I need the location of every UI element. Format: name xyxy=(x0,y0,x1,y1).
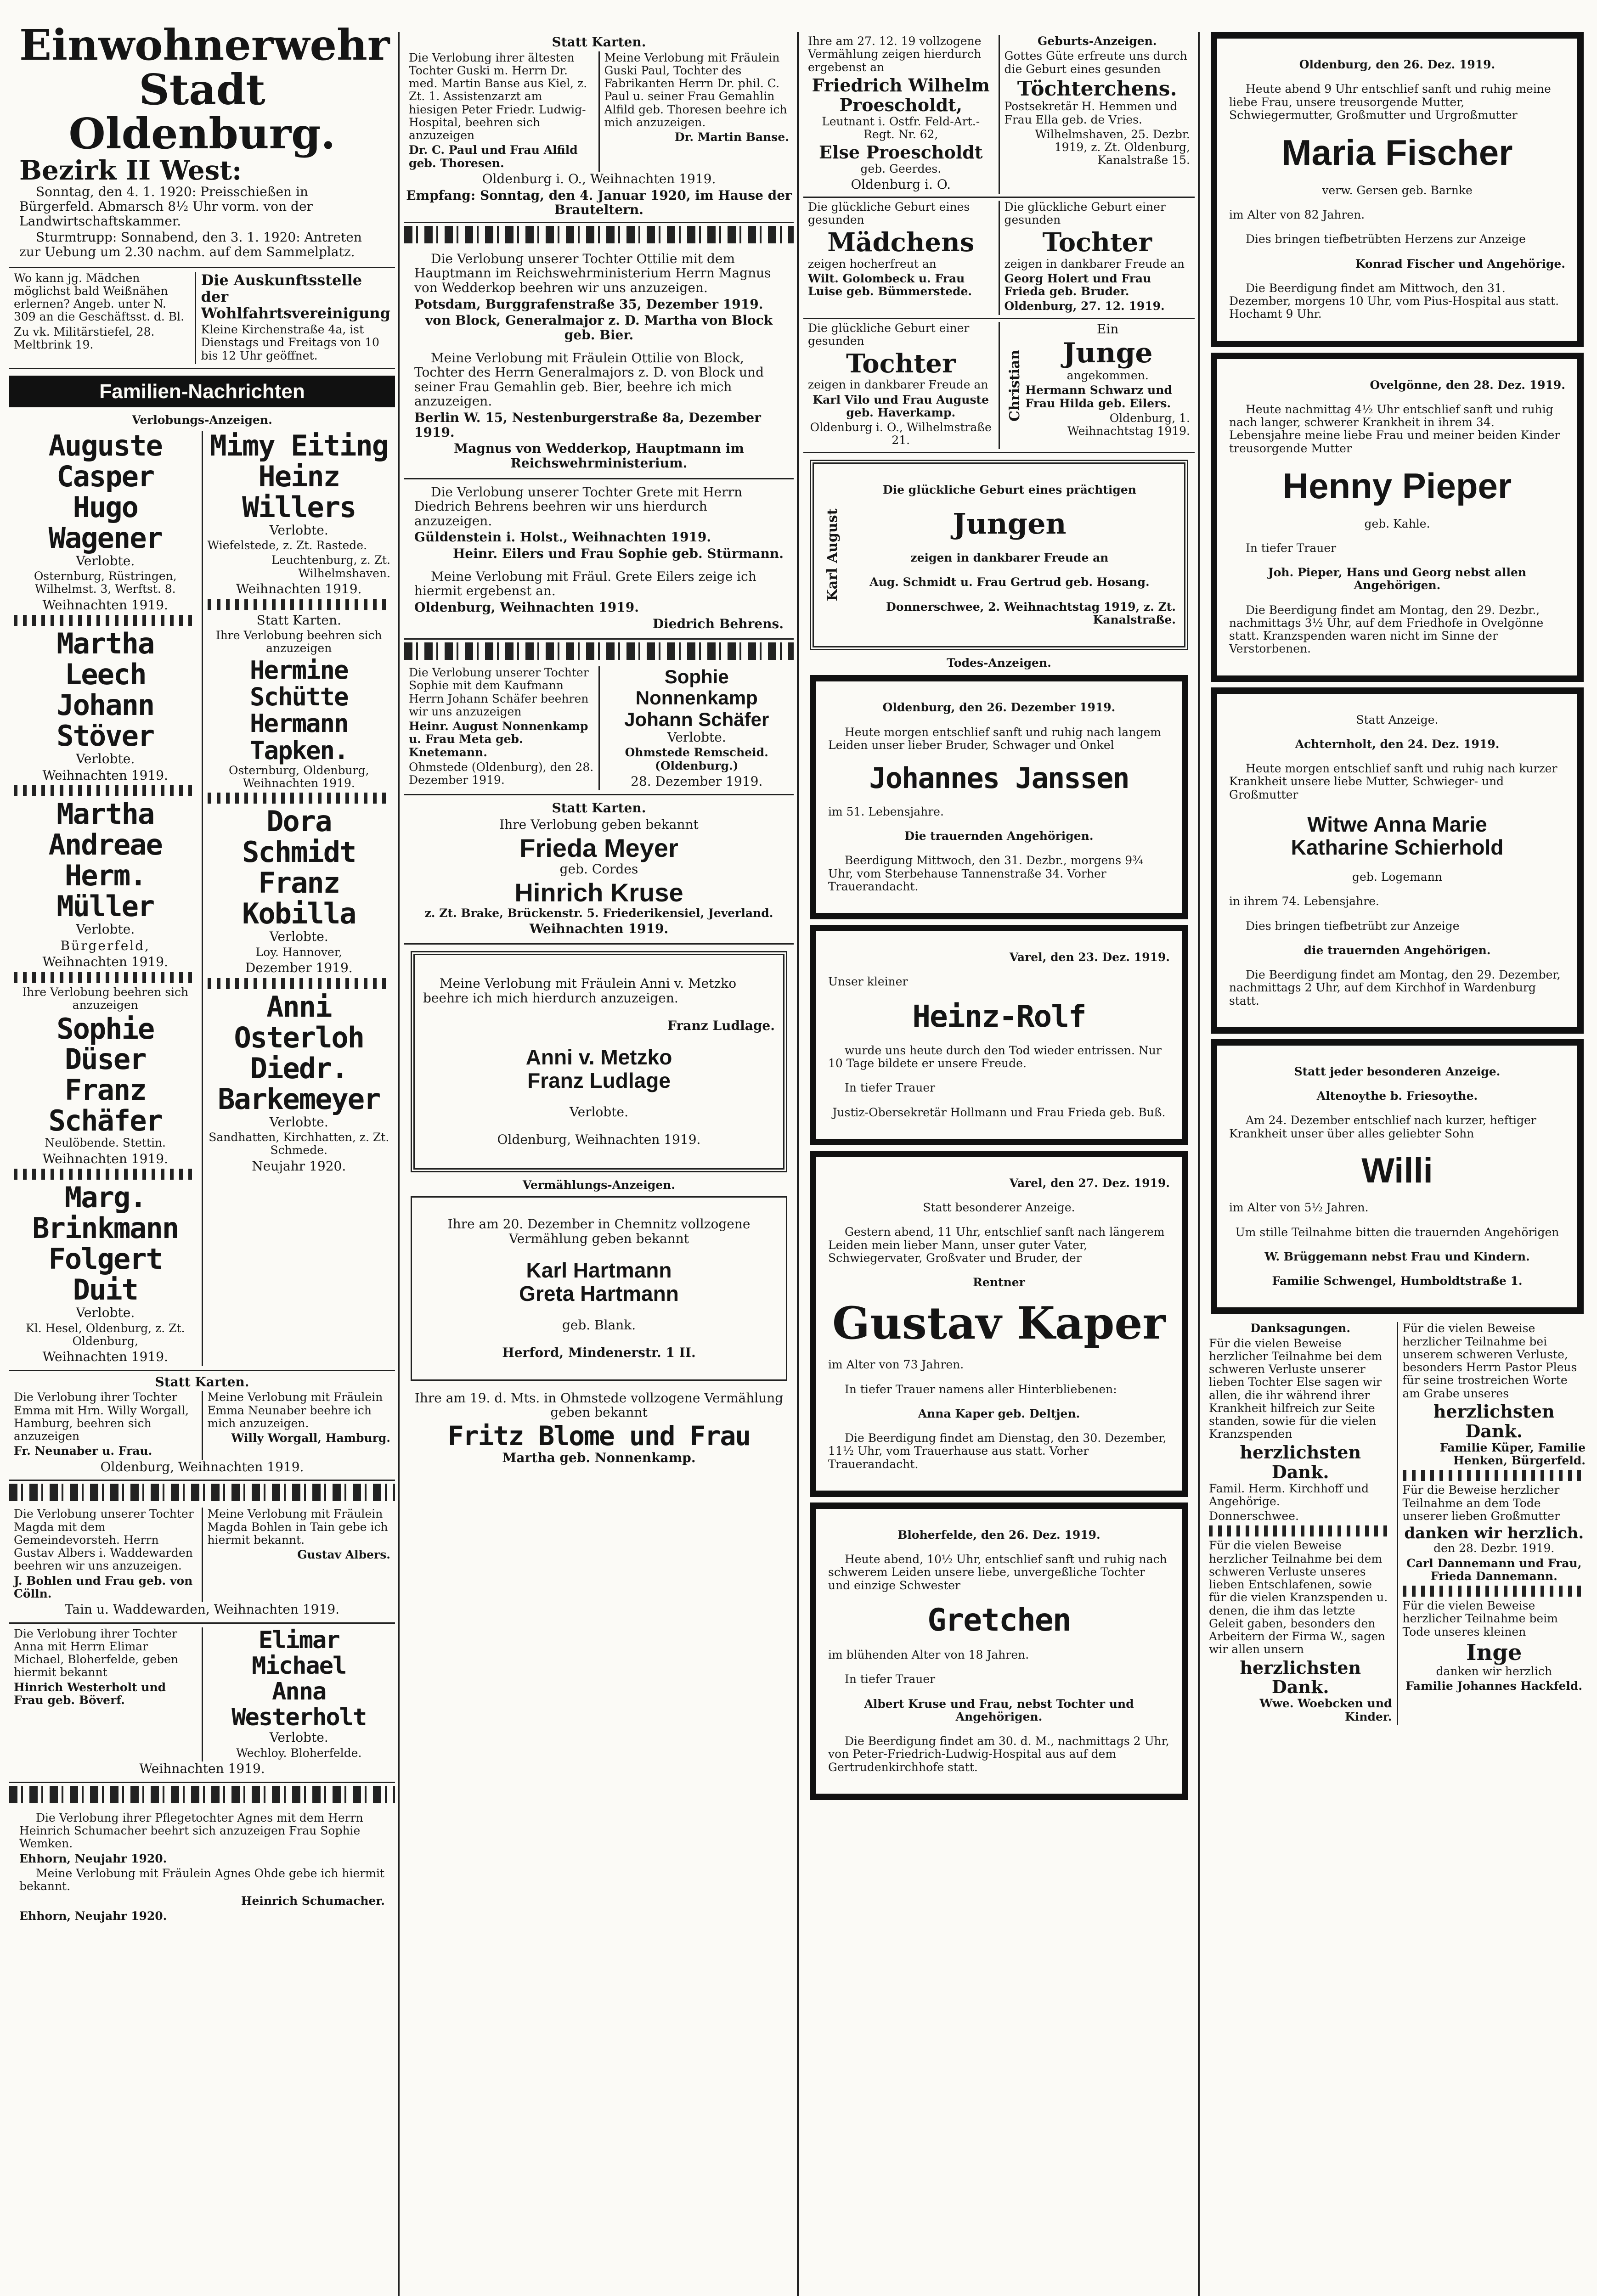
couple-name: Anni Osterloh xyxy=(234,990,364,1054)
announcement-text: Gottes Güte erfreute uns durch die Geburt eines gesunden xyxy=(1004,49,1187,76)
couple-name: Hinrich Kruse xyxy=(514,878,683,907)
column-rule xyxy=(1198,32,1200,2296)
announcement-text: Ihre am 27. 12. 19 vollzogene Vermählung zeigen hierdurch ergebenst an xyxy=(808,34,982,74)
place-text: Ovelgönne, den 28. Dez. 1919. xyxy=(1370,378,1565,392)
announcement-text: Ihre Verlobung beehren sich anzuzeigen xyxy=(22,985,189,1012)
familien-nachrichten-banner: Familien-Nachrichten xyxy=(9,376,395,408)
verlobte-label: Verlobte. xyxy=(269,929,328,945)
einwohnerwehr-ad xyxy=(9,20,395,268)
verlobte-label: Verlobte. xyxy=(569,1104,629,1120)
baby-first-name: Karl August xyxy=(824,508,841,602)
announcement-text: Ihre Verlobung beehren sich anzuzeigen xyxy=(215,629,382,655)
announcement-text: Die glückliche Geburt einer gesunden xyxy=(1004,200,1166,227)
date-text: Oldenburg, Weihnachten 1919. xyxy=(497,1132,701,1148)
place-text: Oldenburg, 1. Weihnachtstag 1919. xyxy=(1067,411,1190,438)
announcement-text: Heute abend 9 Uhr entschlief sanft und ruhig meine liebe Frau, unsere treusorgende Mutter, Schwiegermutter, Großmutter und Urgroßmutter xyxy=(1229,82,1551,122)
place-text: Oldenburg, Weihnachten 1919. xyxy=(414,599,639,615)
announcement-text: zeigen in dankbarer Freude an xyxy=(808,378,988,392)
ornament-divider xyxy=(208,599,391,610)
birth-row-2 xyxy=(803,319,1195,453)
engagement-worgall xyxy=(9,1371,395,1481)
signature: J. Bohlen und Frau geb. von Cölln. xyxy=(14,1574,193,1600)
place-text: Herford, Mindenerstr. 1 II. xyxy=(502,1345,696,1360)
signature: Willy Worgall, Hamburg. xyxy=(231,1431,390,1445)
maiden-name: geb. Logemann xyxy=(1352,870,1442,884)
thanks-text: herzlichsten Dank. xyxy=(1433,1401,1555,1441)
announcement-text: Für die vielen Beweise herzlicher Teilnahme bei dem schweren Verluste unserer lieben Tochter Else sagen wir allen, die ihr während ihrer Krankheit hilfreich zur Seite standen, sowie für die vielen Kranzspenden xyxy=(1209,1336,1383,1441)
verlobte-label: Verlobte. xyxy=(269,1730,328,1745)
couple-name: Sophie Düser xyxy=(56,1012,154,1076)
couple-name: Friedrich Wilhelm Proescholdt, xyxy=(812,74,990,115)
couple-name: Johann Schäfer xyxy=(624,708,769,730)
thanks-text: danken wir herzlich xyxy=(1436,1665,1552,1678)
announcement-text: zeigen in dankbarer Freude an xyxy=(910,551,1109,565)
date-text: den 28. Dezbr. 1919. xyxy=(1433,1542,1555,1555)
thanks-text: herzlichsten Dank. xyxy=(1240,1657,1361,1698)
date-text: Tain u. Waddewarden, Weihnachten 1919. xyxy=(64,1602,340,1617)
announcement-text: Heute abend, 10½ Uhr, entschlief sanft und ruhig nach schwerem Leiden unsere liebe, unvergeßliche Tochter und einzige Schwester xyxy=(828,1553,1167,1592)
place-text: Osternburg, Oldenburg, Weihnachten 1919. xyxy=(228,763,369,790)
maiden-name: Martha geb. Nonnenkamp. xyxy=(502,1450,696,1465)
wehr-bezirk: Bezirk II West: xyxy=(19,154,242,186)
baby-name: Töchterchens. xyxy=(1017,77,1177,101)
couple-name: Elimar Michael xyxy=(252,1626,346,1680)
wehr-title-1: Einwohnerwehr xyxy=(19,20,390,70)
place-text: Berlin W. 15, Nestenburgerstraße 8a, Dezember 1919. xyxy=(414,410,761,440)
place-text: Wechloy. Bloherfelde. xyxy=(236,1746,362,1760)
column-rule xyxy=(398,32,400,2296)
baby-name: Jungen xyxy=(953,506,1067,540)
signature: Konrad Fischer und Angehörige. xyxy=(1355,257,1565,270)
todes-header: Todes-Anzeigen. xyxy=(947,656,1051,670)
auskunft-text: Kleine Kirchenstraße 4a, ist Dienstags und Freitags von 10 bis 12 Uhr geöffnet. xyxy=(201,323,379,362)
verlobte-label: Verlobte. xyxy=(76,553,135,568)
signature: Albert Kruse und Frau, nebst Tochter und Angehörigen. xyxy=(864,1697,1134,1723)
date-text: Weihnachten 1919. xyxy=(42,954,168,970)
signature: Carl Dannemann und Frau, Frieda Dannemann. xyxy=(1406,1556,1582,1583)
place-text: Donnerschwee, 2. Weihnachtstag 1919, z. Zt. Kanalstraße. xyxy=(886,600,1176,626)
announcement-text: Für die vielen Beweise herzlicher Teilnahme bei dem schweren Verluste unseres lieben Entschlafenen, sowie für die vielen Kranzspenden u. denen, die ihm das letzte Geleit gaben, besonders den Arbeitern der Firma W., sagen wir allen unsern xyxy=(1209,1539,1388,1656)
place-text: z. Zt. Brake, Brückenstr. 5. Friederikensiel, Jeverland. xyxy=(424,906,773,920)
vermaehlung-header: Vermählungs-Anzeigen. xyxy=(522,1178,676,1192)
announcement-text: Die Verlobung ihrer Pflegetochter Agnes mit dem Herrn Heinrich Schumacher beehrt sich anzuzeigen Frau Sophie Wemken. xyxy=(19,1811,363,1851)
column-3 xyxy=(803,32,1195,2296)
age-text: im Alter von 73 Jahren. xyxy=(828,1358,964,1372)
signature: Georg Holert und Frau Frieda geb. Bruder. xyxy=(1004,271,1151,298)
baby-name: Tochter xyxy=(846,349,956,379)
statt-karten-label: Statt Karten. xyxy=(552,800,646,816)
announcement-text: Ihre am 20. Dezember in Chemnitz vollzogene Vermählung geben bekannt xyxy=(447,1216,751,1246)
announcement-text: Unser kleiner xyxy=(828,975,908,989)
signature: W. Brüggemann nebst Frau und Kindern. xyxy=(1264,1249,1530,1263)
engagement-behrens xyxy=(404,479,794,640)
funeral-text: Die Beerdigung findet am Montag, den 29. Dezember, nachmittags 2 Uhr, auf dem Kirchhof in Wardenburg statt. xyxy=(1229,968,1561,1007)
maiden-name: geb. Blank. xyxy=(562,1317,636,1333)
ornament-divider xyxy=(14,785,197,796)
place-text: Güldenstein i. Holst., Weihnachten 1919. xyxy=(414,529,711,545)
place-text: Wilhelmshaven, 25. Dezbr. 1919, z. Zt. Oldenburg, Kanalstraße 15. xyxy=(1035,127,1190,167)
couple-name: Diedr. Barkemeyer xyxy=(218,1051,380,1116)
announcement-text: Meine Verlobung mit Fräul. Grete Eilers zeige ich hiermit ergebenst an. xyxy=(414,568,756,599)
place-text: Ehhorn, Neujahr 1920. xyxy=(19,1851,167,1865)
place-text: Osternburg, Rüstringen, Wilhelmst. 3, Werftst. 8. xyxy=(34,569,177,596)
signature: Heinr. August Nonnenkamp u. Frau Meta geb. Knetemann. xyxy=(409,720,588,759)
place-text: Familie Schwengel, Humboldtstraße 1. xyxy=(1272,1274,1523,1288)
age-text: im Alter von 82 Jahren. xyxy=(1229,208,1365,222)
place-text: Sandhatten, Kirchhatten, z. Zt. Schmede. xyxy=(209,1131,389,1157)
marriage-hartmann xyxy=(411,1196,787,1381)
signature: Familie Küper, Familie Henken, Bürgerfeld. xyxy=(1439,1441,1586,1467)
date-text: Oldenburg i. O., Weihnachten 1919. xyxy=(482,171,716,186)
signature: Familie Johannes Hackfeld. xyxy=(1405,1679,1583,1693)
ornament-divider xyxy=(9,1786,395,1803)
announcement-text: Um stille Teilnahme bitten die trauernden Angehörigen xyxy=(1235,1225,1559,1239)
couple-name: Greta Hartmann xyxy=(519,1281,679,1306)
verlobte-label: Verlobte. xyxy=(76,1305,135,1321)
signature: Wilt. Golombeck u. Frau Luise geb. Bümmerstede. xyxy=(808,271,972,298)
announcement-text: Für die vielen Beweise herzlicher Teilnahme beim Tode unseres kleinen xyxy=(1402,1599,1558,1638)
verlobte-label: Verlobte. xyxy=(667,729,726,745)
column-1 xyxy=(9,20,395,2296)
place-text: Leuchtenburg, z. Zt. Wilhelmshaven. xyxy=(271,553,390,580)
auskunft-title: Die Auskunftsstelle der Wohlfahrtsvereinigung xyxy=(201,271,390,322)
engagement-schumacher xyxy=(9,1806,395,1930)
date-text: Ehhorn, Neujahr 1920. xyxy=(19,1909,167,1923)
announcement-text: Meine Verlobung mit Fräulein Ottilie von Block, Tochter des Herrn Generalmajors z. D. von Block und seiner Frau Gemahlin geb. Bier, beehre ich mich anzuzeigen. xyxy=(414,350,764,409)
reception-text: Empfang: Sonntag, den 4. Januar 1920, im Hause der Brauteltern. xyxy=(406,187,792,218)
announcement-text: Meine Verlobung mit Fräulein Guski Paul, Tochter des Fabrikanten Herrn Dr. phil. C. Paul u. seiner Frau Gemahlin Alfild geb. Thoresen beehre ich mich anzuzeigen. xyxy=(604,51,787,129)
date-text: Dezember 1919. xyxy=(245,960,353,976)
birth-row-1 xyxy=(803,198,1195,319)
age-text: im Alter von 5½ Jahren. xyxy=(1229,1201,1369,1215)
wehr-line-1: Sonntag, den 4. 1. 1920: Preisschießen in Bürgerfeld. Abmarsch 8½ Uhr vorm. von der Landwirtschaftskammer. xyxy=(19,184,313,229)
place-text: Donnerschwee. xyxy=(1209,1509,1299,1523)
announcement-text: Die Verlobung ihrer Tochter Anna mit Herrn Elimar Michael, Bloherfelde, geben hiermit bekannt xyxy=(14,1626,178,1679)
obituary-kaper xyxy=(810,1151,1188,1497)
place-text: Varel, den 23. Dez. 1919. xyxy=(1009,951,1170,964)
couple-name: Franz Kobilla xyxy=(242,866,356,931)
place-text: Oldenburg, den 26. Dez. 1919. xyxy=(1299,58,1495,71)
deceased-name: Inge xyxy=(1466,1639,1522,1666)
announcement-text: Die Verlobung unserer Tochter Magda mit dem Gemeindevorsteh. Herrn Gustav Albers i. Waddewarden beehren wir uns anzuzeigen. xyxy=(14,1507,194,1573)
announcement-text: Die Verlobung unserer Tochter Sophie mit dem Kaufmann Herrn Johann Schäfer beehren wir uns anzuzeigen xyxy=(409,666,589,718)
deceased-name: Maria Fischer xyxy=(1281,132,1513,173)
couple-name: Anna Westerholt xyxy=(231,1677,367,1732)
place-text: Varel, den 27. Dez. 1919. xyxy=(1009,1176,1170,1190)
deceased-name: Gretchen xyxy=(927,1602,1071,1638)
baby-name: Junge xyxy=(1062,337,1153,370)
place-text: Bloherfelde, den 26. Dez. 1919. xyxy=(897,1528,1100,1542)
signature: Dr. C. Paul und Frau Alfild geb. Thoresen. xyxy=(409,143,578,170)
announcement-text: zeigen hocherfreut an xyxy=(808,257,937,270)
verlobte-label: Verlobte. xyxy=(76,922,135,937)
couple-name: Hermann Tapken. xyxy=(249,709,348,765)
ornament-divider xyxy=(14,615,197,626)
announcement-text: Gestern abend, 11 Uhr, entschlief sanft nach längerem Leiden mein lieber Mann, unser guter Vater, Schwiegervater, Großvater und Bruder, der xyxy=(828,1225,1165,1265)
birth-schmidt xyxy=(810,460,1188,650)
signature: von Block, Generalmajor z. D. Martha von Block geb. Bier. xyxy=(425,313,773,343)
date-text: Neujahr 1920. xyxy=(252,1158,346,1174)
ornament-divider xyxy=(1403,1470,1586,1481)
couple-name: Frieda Meyer xyxy=(519,833,678,862)
statt-label: Statt Anzeige. xyxy=(1356,713,1439,726)
statt-karten-label: Statt Karten. xyxy=(552,34,646,50)
maiden-name: verw. Gersen geb. Barnke xyxy=(1322,183,1473,197)
deceased-name: Katharine Schierhold xyxy=(1291,835,1504,860)
age-text: in ihrem 74. Lebensjahre. xyxy=(1229,895,1379,908)
ornament-divider xyxy=(1209,1525,1392,1536)
couple-name: Hermine Schütte xyxy=(249,655,348,712)
couple-name: Heinz Willers xyxy=(242,459,356,524)
signature: Anna Kaper geb. Deltjen. xyxy=(918,1407,1080,1420)
verlobte-label: Verlobte. xyxy=(269,1114,328,1130)
couple-name: Anni v. Metzko xyxy=(525,1045,672,1069)
ornament-divider xyxy=(404,226,794,243)
couple-name: Martha Andreae xyxy=(48,797,162,862)
announcement-text: Meine Verlobung mit Fräulein Magda Bohlen in Tain gebe ich hiermit bekannt. xyxy=(207,1507,388,1547)
place-text: Oldenburg i. O. xyxy=(851,177,951,192)
signature: Hermann Schwarz und Frau Hilda geb. Eilers. xyxy=(1025,383,1172,410)
statt-label: Statt besonderer Anzeige. xyxy=(923,1201,1075,1215)
announcement-text: Ihre Verlobung geben bekannt xyxy=(499,817,699,833)
danksagungen xyxy=(1204,1319,1590,1728)
date-text: Weihnachten 1919. xyxy=(42,1349,168,1365)
signature: Magnus von Wedderkop, Hauptmann im Reichswehrministerium. xyxy=(454,441,744,471)
rank-text: Leutnant i. Ostfr. Feld-Art.-Regt. Nr. 62, xyxy=(822,114,980,141)
place-text: Bürgerfeld, xyxy=(60,938,151,953)
couple-name: Sophie Nonnenkamp xyxy=(635,666,758,709)
engagement-michael xyxy=(9,1624,395,1783)
announcement-text: Dies bringen tiefbetrübten Herzens zur Anzeige xyxy=(1246,232,1526,246)
wehr-title-2: Stadt Oldenburg. xyxy=(68,64,336,159)
couple-name: Franz Ludlage xyxy=(527,1068,671,1092)
obituary-janssen xyxy=(810,675,1188,919)
ornament-divider xyxy=(404,642,794,660)
danksagung-header: Danksagungen. xyxy=(1250,1322,1351,1335)
mourning-text: In tiefer Trauer xyxy=(845,1672,936,1686)
announcement-text: Ihre am 19. d. Mts. in Ohmstede vollzogene Vermählung geben bekannt xyxy=(414,1390,784,1420)
place-text: Achternholt, den 24. Dez. 1919. xyxy=(1295,737,1500,751)
couple-name: Fritz Blome und Frau xyxy=(447,1420,751,1452)
obituary-pieper xyxy=(1211,353,1584,682)
wehr-line-2: Sturmtrupp: Sonnabend, den 3. 1. 1920: Antreten zur Uebung um 2.30 nachm. auf dem Sammelplatz. xyxy=(19,230,362,259)
statt-karten-label: Statt Karten. xyxy=(256,612,341,628)
ornament-divider xyxy=(208,978,391,989)
date-text: Oldenburg, Weihnachten 1919. xyxy=(100,1459,304,1474)
engagement-banse xyxy=(404,32,794,223)
baby-first-name: Christian xyxy=(1006,349,1023,422)
column-rule xyxy=(797,32,799,2296)
date-text: Weihnachten 1919. xyxy=(236,581,362,597)
marriage-blome xyxy=(404,1385,794,1473)
announcement-text: Die glückliche Geburt eines prächtigen xyxy=(882,483,1136,496)
signature: Famil. Herm. Kirchhoff und Angehörige. xyxy=(1209,1481,1369,1508)
thanks-text: herzlichsten Dank. xyxy=(1240,1441,1361,1482)
maiden-name: geb. Kahle. xyxy=(1364,517,1430,530)
date-text: Weihnachten 1919. xyxy=(42,597,168,613)
signature: Justiz-Obersekretär Hollmann und Frau Frieda geb. Buß. xyxy=(832,1105,1166,1119)
column-2 xyxy=(404,32,794,2296)
place-text: Oldenburg i. O., Wilhelmstraße 21. xyxy=(810,421,992,447)
couple-name: Karl Hartmann xyxy=(526,1258,672,1283)
geburt-header: Geburts-Anzeigen. xyxy=(1037,34,1157,48)
announcement-text: wurde uns heute durch den Tod wieder entrissen. Nur 10 Tage bildete er unsere Freude. xyxy=(828,1043,1162,1070)
signature: Joh. Pieper, Hans und Georg nebst allen Angehörigen. xyxy=(1268,566,1527,592)
signature: Franz Ludlage. xyxy=(667,1018,775,1033)
obituary-fischer xyxy=(1211,32,1584,347)
engagement-wedderkop xyxy=(404,246,794,479)
signature: Heinrich Schumacher. xyxy=(241,1894,385,1908)
engagement-nonnenkamp xyxy=(404,663,794,795)
age-text: im 51. Lebensjahre. xyxy=(828,805,944,818)
date-text: Weihnachten 1919. xyxy=(529,921,669,936)
place-text: Oldenburg, 27. 12. 1919. xyxy=(1004,299,1165,313)
signature: Fr. Neunaber u. Frau. xyxy=(14,1444,152,1458)
date-text: Weihnachten 1919. xyxy=(42,767,168,783)
signature: Aug. Schmidt u. Frau Gertrud geb. Hosang. xyxy=(869,575,1150,589)
deceased-name: Witwe Anna Marie xyxy=(1307,812,1487,836)
deceased-name: Willi xyxy=(1361,1151,1433,1190)
announcement-text: Meine Verlobung mit Fräulein Emma Neunaber beehre ich mich anzuzeigen. xyxy=(207,1390,383,1430)
announcement-text: Heute nachmittag 4½ Uhr entschlief sanft und ruhig nach langer, schwerer Krankheit in ihrem 34. Lebensjahre meine liebe Frau und meiner beiden Kinder treusorgende Mutter xyxy=(1229,402,1560,455)
maiden-name: geb. Cordes xyxy=(559,861,638,877)
couple-name: Martha Leech xyxy=(56,627,154,692)
small-ads xyxy=(9,268,395,369)
funeral-text: Die Beerdigung findet am Mittwoch, den 31. Dezember, morgens 10 Uhr, vom Pius-Hospital aus statt. Hochamt 9 Uhr. xyxy=(1229,281,1559,321)
ornament-divider xyxy=(1403,1586,1586,1597)
announcement-text: Heute morgen entschlief sanft und ruhig nach langem Leiden unser lieber Bruder, Schwager und Onkel xyxy=(828,725,1161,752)
signature: Karl Vilo und Frau Auguste geb. Haverkamp. xyxy=(813,393,989,419)
funeral-text: Die Beerdigung findet am Dienstag, den 30. Dezember, 11½ Uhr, vom Trauerhause aus statt. Vorher Trauerandacht. xyxy=(828,1431,1167,1471)
baby-name: Mädchens xyxy=(827,227,975,258)
signature: Diedrich Behrens. xyxy=(652,616,784,631)
couple-name: Auguste Casper xyxy=(48,428,162,493)
signature: Die trauernden Angehörigen. xyxy=(904,829,1094,843)
signature: Gustav Albers. xyxy=(297,1548,390,1562)
maiden-name: geb. Geerdes. xyxy=(860,162,942,176)
signature: Hinrich Westerholt und Frau geb. Böverf. xyxy=(14,1680,166,1707)
ornament-divider xyxy=(14,972,197,983)
couple-name: Dora Schmidt xyxy=(242,805,356,869)
place-text: Ohmstede Remscheid. (Oldenburg.) xyxy=(625,746,768,772)
obituary-willi xyxy=(1211,1039,1584,1314)
announcement-text: Heute morgen entschlief sanft und ruhig nach kurzer Krankheit unsere liebe Mutter, Schwieger- und Großmutter xyxy=(1229,762,1557,801)
age-text: im blühenden Alter von 18 Jahren. xyxy=(828,1648,1029,1662)
obituary-gretchen xyxy=(810,1503,1188,1800)
signature: Dr. Martin Banse. xyxy=(674,130,789,144)
maedchen-ad: Wo kann jg. Mädchen möglichst bald Weißnähen erlernen? Angeb. unter N. 309 an die Geschäftsst. d. Bl. xyxy=(14,271,185,324)
announcement-text: Dies bringen tiefbetrübt zur Anzeige xyxy=(1246,919,1460,933)
funeral-text: Beerdigung Mittwoch, den 31. Dezbr., morgens 9¾ Uhr, vom Sterbehause Tannenstraße 34. Vorher Trauerandacht. xyxy=(828,854,1144,893)
announcement-text: Die glückliche Geburt eines gesunden xyxy=(808,200,970,227)
deceased-name: Gustav Kaper xyxy=(832,1297,1166,1350)
marriage-geburt-row xyxy=(803,32,1195,198)
announcement-text: Die Verlobung unserer Tochter Ottilie mit dem Hauptmann im Reichswehrministerium Herrn Magnus von Wedderkop beehren wir uns anzuzeigen. xyxy=(414,251,771,295)
ornament-divider xyxy=(14,1169,197,1180)
funeral-text: Die Beerdigung findet am Montag, den 29. Dezbr., nachmittags 3½ Uhr, auf dem Friedhofe in Ovelgönne statt. Kranzspenden waren nicht im Sinne der Verstorbenen. xyxy=(1229,603,1544,656)
deceased-name: Henny Pieper xyxy=(1282,465,1512,506)
place-text: Potsdam, Burggrafenstraße 35, Dezember 1919. xyxy=(414,296,763,312)
thanks-text: danken wir herzlich. xyxy=(1404,1524,1584,1542)
announcement-text: Für die vielen Beweise herzlicher Teilnahme bei unserem schweren Verluste, besonders Herrn Pastor Pleus für seine trostreichen Worte am Grabe unseres xyxy=(1402,1322,1577,1400)
militaerstiefel-ad: Zu vk. Militärstiefel, 28. Meltbrink 19. xyxy=(14,325,155,351)
statt-karten-label: Statt Karten. xyxy=(155,1374,249,1390)
date-text: Weihnachten 1919. xyxy=(42,1151,168,1166)
announcement-text: Die Verlobung ihrer ältesten Tochter Guski m. Herrn Dr. med. Martin Banse aus Kiel, z. Zt. 1. Assistenzarzt am hiesigen Peter Friedr. Ludwig-Hospital, beehren sich anzuzeigen xyxy=(409,51,587,142)
date-text: Weihnachten 1919. xyxy=(139,1761,265,1777)
column-4 xyxy=(1204,32,1590,2296)
engagement-row-1 xyxy=(9,427,395,1371)
ornament-divider xyxy=(9,1484,395,1501)
announcement-text: Meine Verlobung mit Fräulein Agnes Ohde gebe ich hiermit bekannt. xyxy=(19,1866,385,1893)
obituary-heinz-rolf xyxy=(810,925,1188,1145)
engagement-albers xyxy=(9,1504,395,1623)
place-text: Ohmstede (Oldenburg), den 28. Dezember 1919. xyxy=(409,760,594,787)
verlobte-label: Verlobte. xyxy=(76,751,135,767)
obituary-schierhold xyxy=(1211,687,1584,1034)
place-text: Loy. Hannover, xyxy=(255,945,342,959)
mourning-text: In tiefer Trauer xyxy=(1246,541,1337,555)
couple-name: Hugo Wagener xyxy=(48,490,162,555)
announcement-text: zeigen in dankbarer Freude an xyxy=(1004,257,1185,270)
announcement-text: Für die Beweise herzlicher Teilnahme an dem Tode unserer lieben Großmutter xyxy=(1402,1483,1560,1523)
mourning-text: In tiefer Trauer namens aller Hinterbliebenen: xyxy=(845,1382,1117,1396)
couple-name: Folgert Duit xyxy=(48,1242,162,1307)
signature: Heinr. Eilers und Frau Sophie geb. Stürmann. xyxy=(452,546,784,561)
signature: die trauernden Angehörigen. xyxy=(1304,943,1491,957)
couple-name: Marg. Brinkmann xyxy=(32,1181,179,1245)
couple-name: Johann Stöver xyxy=(56,688,154,753)
mourning-text: In tiefer Trauer xyxy=(845,1081,936,1095)
deceased-name: Johannes Janssen xyxy=(869,761,1129,795)
engagement-kruse xyxy=(404,795,794,945)
announcement-text: Ein xyxy=(1096,321,1119,337)
place-text: Kl. Hesel, Oldenburg, z. Zt. Oldenburg, xyxy=(26,1321,185,1348)
signature: Wwe. Woebcken und Kinder. xyxy=(1259,1697,1392,1723)
place-text: Neulöbende. Stettin. xyxy=(45,1136,166,1150)
announcement-text: angekommen. xyxy=(1067,369,1149,383)
statt-label: Statt jeder besonderen Anzeige. xyxy=(1294,1064,1501,1078)
date-text: 28. Dezember 1919. xyxy=(631,773,763,789)
deceased-name: Heinz-Rolf xyxy=(912,998,1086,1034)
signature: Postsekretär H. Hemmen und Frau Ella geb. de Vries. xyxy=(1004,100,1178,126)
announcement-text: Am 24. Dezember entschlief nach kurzer, heftiger Krankheit unser über alles geliebter Sohn xyxy=(1229,1114,1536,1140)
title-text: Rentner xyxy=(973,1276,1025,1289)
engagement-ludlage xyxy=(411,951,787,1172)
couple-name: Else Proescholdt xyxy=(819,142,983,163)
announcement-text: Die Verlobung ihrer Tochter Emma mit Hrn. Willy Worgall, Hamburg, beehren sich anzuzeigen xyxy=(14,1390,189,1443)
verlobte-label: Verlobte. xyxy=(269,522,328,538)
place-text: Altenoythe b. Friesoythe. xyxy=(1316,1089,1478,1103)
place-text: Wiefelstede, z. Zt. Rastede. xyxy=(207,539,367,552)
couple-name: Franz Schäfer xyxy=(48,1073,162,1138)
ornament-divider xyxy=(208,793,391,804)
announcement-text: Die glückliche Geburt einer gesunden xyxy=(808,321,970,348)
announcement-text: Meine Verlobung mit Fräulein Anni v. Metzko beehre ich mich hierdurch anzuzeigen. xyxy=(423,976,737,1006)
funeral-text: Die Beerdigung findet am 30. d. M., nachmittags 2 Uhr, von Peter-Friedrich-Ludwig-Hospital aus auf dem Gertrudenkirchhofe statt. xyxy=(828,1734,1169,1774)
announcement-text: Die Verlobung unserer Tochter Grete mit Herrn Diedrich Behrens beehren wir uns hierdurch anzuzeigen. xyxy=(414,484,743,529)
couple-name: Herm. Müller xyxy=(56,859,154,923)
place-text: Oldenburg, den 26. Dezember 1919. xyxy=(882,701,1116,715)
couple-name: Mimy Eiting xyxy=(209,428,389,462)
baby-name: Tochter xyxy=(1042,227,1152,258)
verlobung-header: Verlobungs-Anzeigen. xyxy=(132,413,272,427)
